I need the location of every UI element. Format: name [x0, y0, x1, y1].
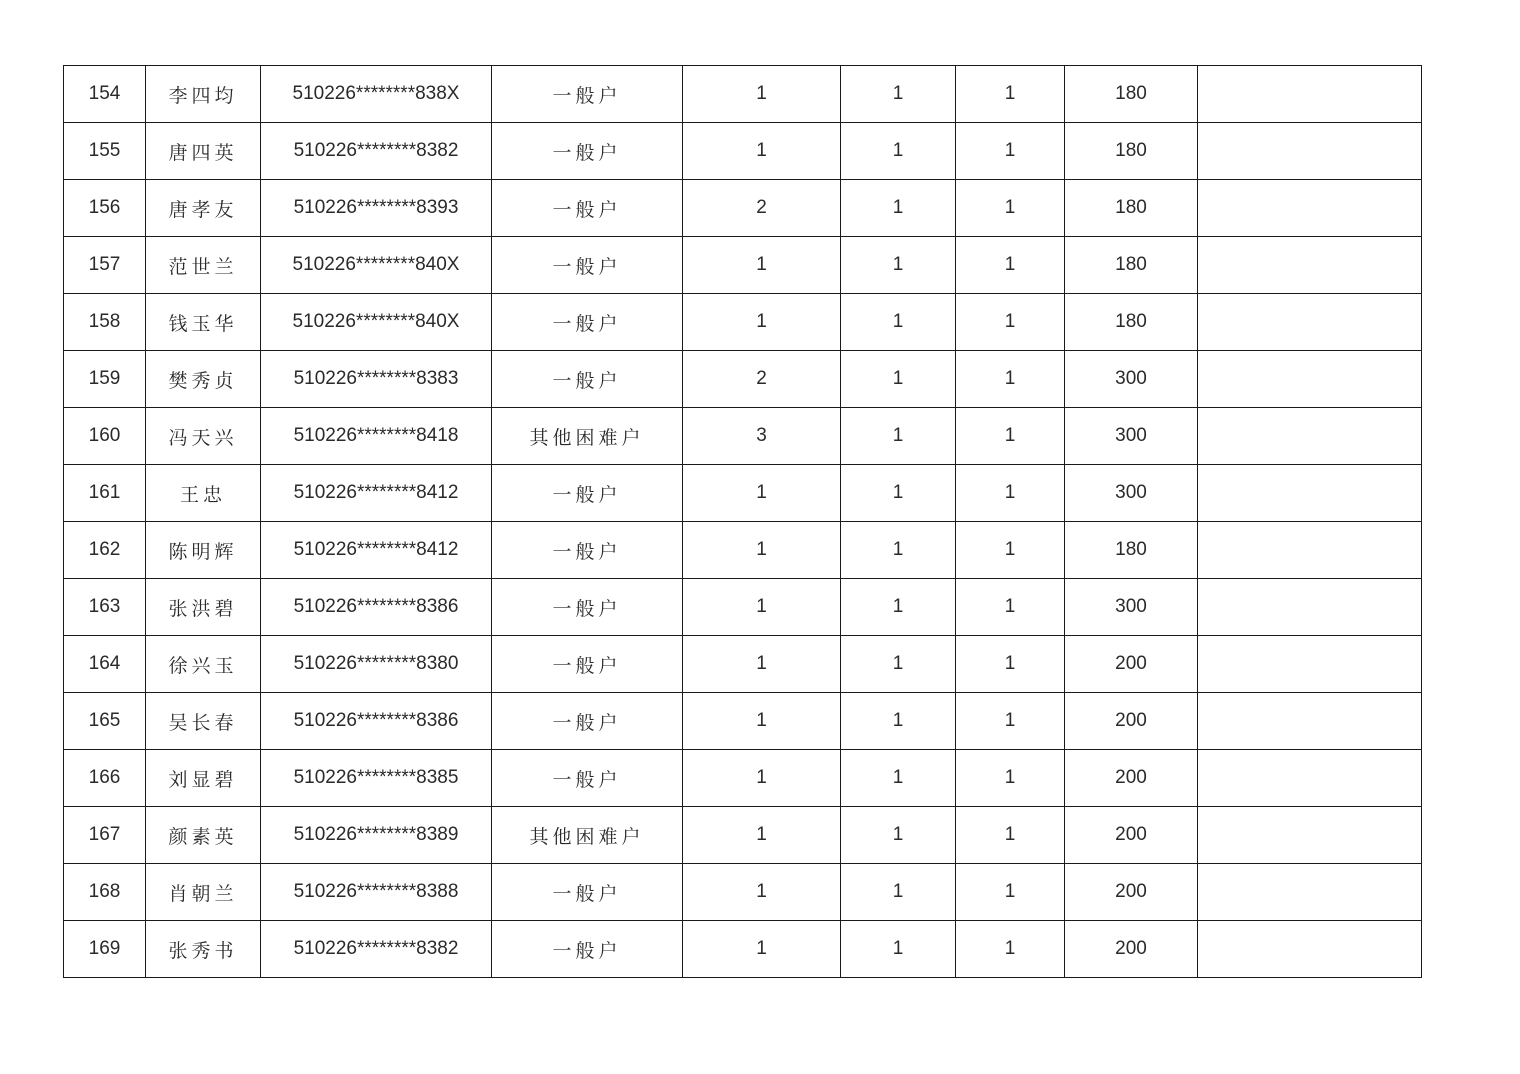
cell-id-number: 510226********838X — [261, 66, 492, 123]
cell-name: 张洪碧 — [146, 579, 261, 636]
cell-count-3: 1 — [956, 66, 1065, 123]
cell-id-number: 510226********8386 — [261, 579, 492, 636]
cell-name: 唐四英 — [146, 123, 261, 180]
cell-remarks — [1198, 522, 1422, 579]
cell-name: 樊秀贞 — [146, 351, 261, 408]
cell-count-1: 3 — [683, 408, 841, 465]
cell-amount: 300 — [1065, 579, 1198, 636]
cell-count-3: 1 — [956, 180, 1065, 237]
cell-count-1: 1 — [683, 294, 841, 351]
cell-household-category: 一般户 — [492, 465, 683, 522]
table-row — [64, 237, 1422, 294]
cell-household-category: 一般户 — [492, 180, 683, 237]
cell-id-number: 510226********840X — [261, 294, 492, 351]
cell-count-3: 1 — [956, 636, 1065, 693]
table-body — [64, 66, 1422, 978]
cell-count-2: 1 — [841, 408, 956, 465]
cell-count-1: 1 — [683, 66, 841, 123]
cell-amount: 180 — [1065, 522, 1198, 579]
cell-remarks — [1198, 579, 1422, 636]
cell-name: 颜素英 — [146, 807, 261, 864]
cell-count-1: 1 — [683, 123, 841, 180]
cell-count-1: 1 — [683, 522, 841, 579]
cell-count-2: 1 — [841, 465, 956, 522]
household-table — [63, 65, 1422, 978]
table-row — [64, 693, 1422, 750]
cell-name: 冯天兴 — [146, 408, 261, 465]
cell-household-category: 一般户 — [492, 864, 683, 921]
cell-count-3: 1 — [956, 807, 1065, 864]
cell-count-1: 2 — [683, 351, 841, 408]
table-row — [64, 123, 1422, 180]
cell-count-2: 1 — [841, 693, 956, 750]
cell-name: 王忠 — [146, 465, 261, 522]
cell-count-1: 1 — [683, 750, 841, 807]
cell-count-2: 1 — [841, 123, 956, 180]
cell-name: 张秀书 — [146, 921, 261, 978]
cell-serial-number: 164 — [64, 636, 146, 693]
cell-remarks — [1198, 294, 1422, 351]
cell-count-2: 1 — [841, 636, 956, 693]
cell-name: 范世兰 — [146, 237, 261, 294]
cell-count-1: 2 — [683, 180, 841, 237]
cell-name: 唐孝友 — [146, 180, 261, 237]
cell-household-category: 一般户 — [492, 237, 683, 294]
table-row — [64, 921, 1422, 978]
cell-count-2: 1 — [841, 807, 956, 864]
cell-serial-number: 156 — [64, 180, 146, 237]
table-row — [64, 750, 1422, 807]
cell-id-number: 510226********8386 — [261, 693, 492, 750]
cell-count-2: 1 — [841, 180, 956, 237]
cell-household-category: 一般户 — [492, 693, 683, 750]
cell-remarks — [1198, 636, 1422, 693]
cell-count-1: 1 — [683, 636, 841, 693]
table-row — [64, 294, 1422, 351]
table-row — [64, 522, 1422, 579]
cell-amount: 180 — [1065, 123, 1198, 180]
table-row — [64, 864, 1422, 921]
cell-amount: 200 — [1065, 693, 1198, 750]
cell-remarks — [1198, 351, 1422, 408]
cell-id-number: 510226********8385 — [261, 750, 492, 807]
cell-household-category: 一般户 — [492, 579, 683, 636]
cell-remarks — [1198, 408, 1422, 465]
cell-count-3: 1 — [956, 579, 1065, 636]
cell-count-1: 1 — [683, 807, 841, 864]
cell-household-category: 一般户 — [492, 636, 683, 693]
cell-remarks — [1198, 123, 1422, 180]
cell-count-3: 1 — [956, 408, 1065, 465]
table-row — [64, 351, 1422, 408]
cell-serial-number: 162 — [64, 522, 146, 579]
cell-serial-number: 159 — [64, 351, 146, 408]
cell-serial-number: 155 — [64, 123, 146, 180]
table-row — [64, 180, 1422, 237]
cell-amount: 200 — [1065, 807, 1198, 864]
cell-household-category: 一般户 — [492, 750, 683, 807]
cell-count-3: 1 — [956, 693, 1065, 750]
cell-count-3: 1 — [956, 921, 1065, 978]
cell-remarks — [1198, 921, 1422, 978]
cell-name: 李四均 — [146, 66, 261, 123]
cell-count-2: 1 — [841, 237, 956, 294]
cell-amount: 200 — [1065, 864, 1198, 921]
cell-count-1: 1 — [683, 579, 841, 636]
cell-count-3: 1 — [956, 123, 1065, 180]
cell-name: 钱玉华 — [146, 294, 261, 351]
cell-serial-number: 160 — [64, 408, 146, 465]
cell-household-category: 其他困难户 — [492, 408, 683, 465]
cell-id-number: 510226********8418 — [261, 408, 492, 465]
cell-amount: 300 — [1065, 351, 1198, 408]
cell-id-number: 510226********8383 — [261, 351, 492, 408]
cell-remarks — [1198, 750, 1422, 807]
cell-id-number: 510226********840X — [261, 237, 492, 294]
cell-count-3: 1 — [956, 750, 1065, 807]
cell-name: 刘显碧 — [146, 750, 261, 807]
cell-amount: 180 — [1065, 294, 1198, 351]
cell-serial-number: 166 — [64, 750, 146, 807]
cell-count-1: 1 — [683, 921, 841, 978]
cell-serial-number: 154 — [64, 66, 146, 123]
cell-name: 徐兴玉 — [146, 636, 261, 693]
cell-id-number: 510226********8412 — [261, 522, 492, 579]
cell-name: 吴长春 — [146, 693, 261, 750]
cell-id-number: 510226********8389 — [261, 807, 492, 864]
cell-amount: 300 — [1065, 408, 1198, 465]
cell-remarks — [1198, 693, 1422, 750]
cell-serial-number: 161 — [64, 465, 146, 522]
cell-id-number: 510226********8393 — [261, 180, 492, 237]
cell-count-2: 1 — [841, 921, 956, 978]
cell-id-number: 510226********8380 — [261, 636, 492, 693]
table-row — [64, 408, 1422, 465]
cell-id-number: 510226********8412 — [261, 465, 492, 522]
cell-id-number: 510226********8382 — [261, 123, 492, 180]
cell-household-category: 一般户 — [492, 921, 683, 978]
cell-remarks — [1198, 807, 1422, 864]
cell-id-number: 510226********8382 — [261, 921, 492, 978]
cell-household-category: 一般户 — [492, 66, 683, 123]
cell-amount: 200 — [1065, 921, 1198, 978]
cell-count-2: 1 — [841, 864, 956, 921]
cell-name: 陈明辉 — [146, 522, 261, 579]
cell-count-1: 1 — [683, 693, 841, 750]
cell-household-category: 一般户 — [492, 351, 683, 408]
cell-serial-number: 163 — [64, 579, 146, 636]
cell-count-2: 1 — [841, 294, 956, 351]
cell-count-1: 1 — [683, 465, 841, 522]
cell-amount: 200 — [1065, 750, 1198, 807]
cell-serial-number: 169 — [64, 921, 146, 978]
cell-serial-number: 167 — [64, 807, 146, 864]
cell-name: 肖朝兰 — [146, 864, 261, 921]
cell-household-category: 一般户 — [492, 522, 683, 579]
cell-count-1: 1 — [683, 864, 841, 921]
cell-amount: 300 — [1065, 465, 1198, 522]
cell-amount: 180 — [1065, 237, 1198, 294]
table-row — [64, 636, 1422, 693]
cell-remarks — [1198, 864, 1422, 921]
cell-household-category: 一般户 — [492, 123, 683, 180]
cell-count-3: 1 — [956, 522, 1065, 579]
cell-count-3: 1 — [956, 864, 1065, 921]
cell-amount: 200 — [1065, 636, 1198, 693]
cell-count-3: 1 — [956, 465, 1065, 522]
cell-count-1: 1 — [683, 237, 841, 294]
cell-household-category: 一般户 — [492, 294, 683, 351]
cell-count-2: 1 — [841, 579, 956, 636]
cell-household-category: 其他困难户 — [492, 807, 683, 864]
cell-count-3: 1 — [956, 351, 1065, 408]
cell-count-3: 1 — [956, 294, 1065, 351]
cell-serial-number: 168 — [64, 864, 146, 921]
table-row — [64, 807, 1422, 864]
table-row — [64, 66, 1422, 123]
cell-remarks — [1198, 237, 1422, 294]
cell-id-number: 510226********8388 — [261, 864, 492, 921]
cell-count-3: 1 — [956, 237, 1065, 294]
cell-remarks — [1198, 66, 1422, 123]
cell-count-2: 1 — [841, 66, 956, 123]
cell-remarks — [1198, 180, 1422, 237]
cell-serial-number: 165 — [64, 693, 146, 750]
cell-serial-number: 157 — [64, 237, 146, 294]
table-row — [64, 579, 1422, 636]
cell-amount: 180 — [1065, 66, 1198, 123]
cell-count-2: 1 — [841, 750, 956, 807]
table-row — [64, 465, 1422, 522]
cell-count-2: 1 — [841, 522, 956, 579]
cell-amount: 180 — [1065, 180, 1198, 237]
cell-count-2: 1 — [841, 351, 956, 408]
cell-remarks — [1198, 465, 1422, 522]
cell-serial-number: 158 — [64, 294, 146, 351]
